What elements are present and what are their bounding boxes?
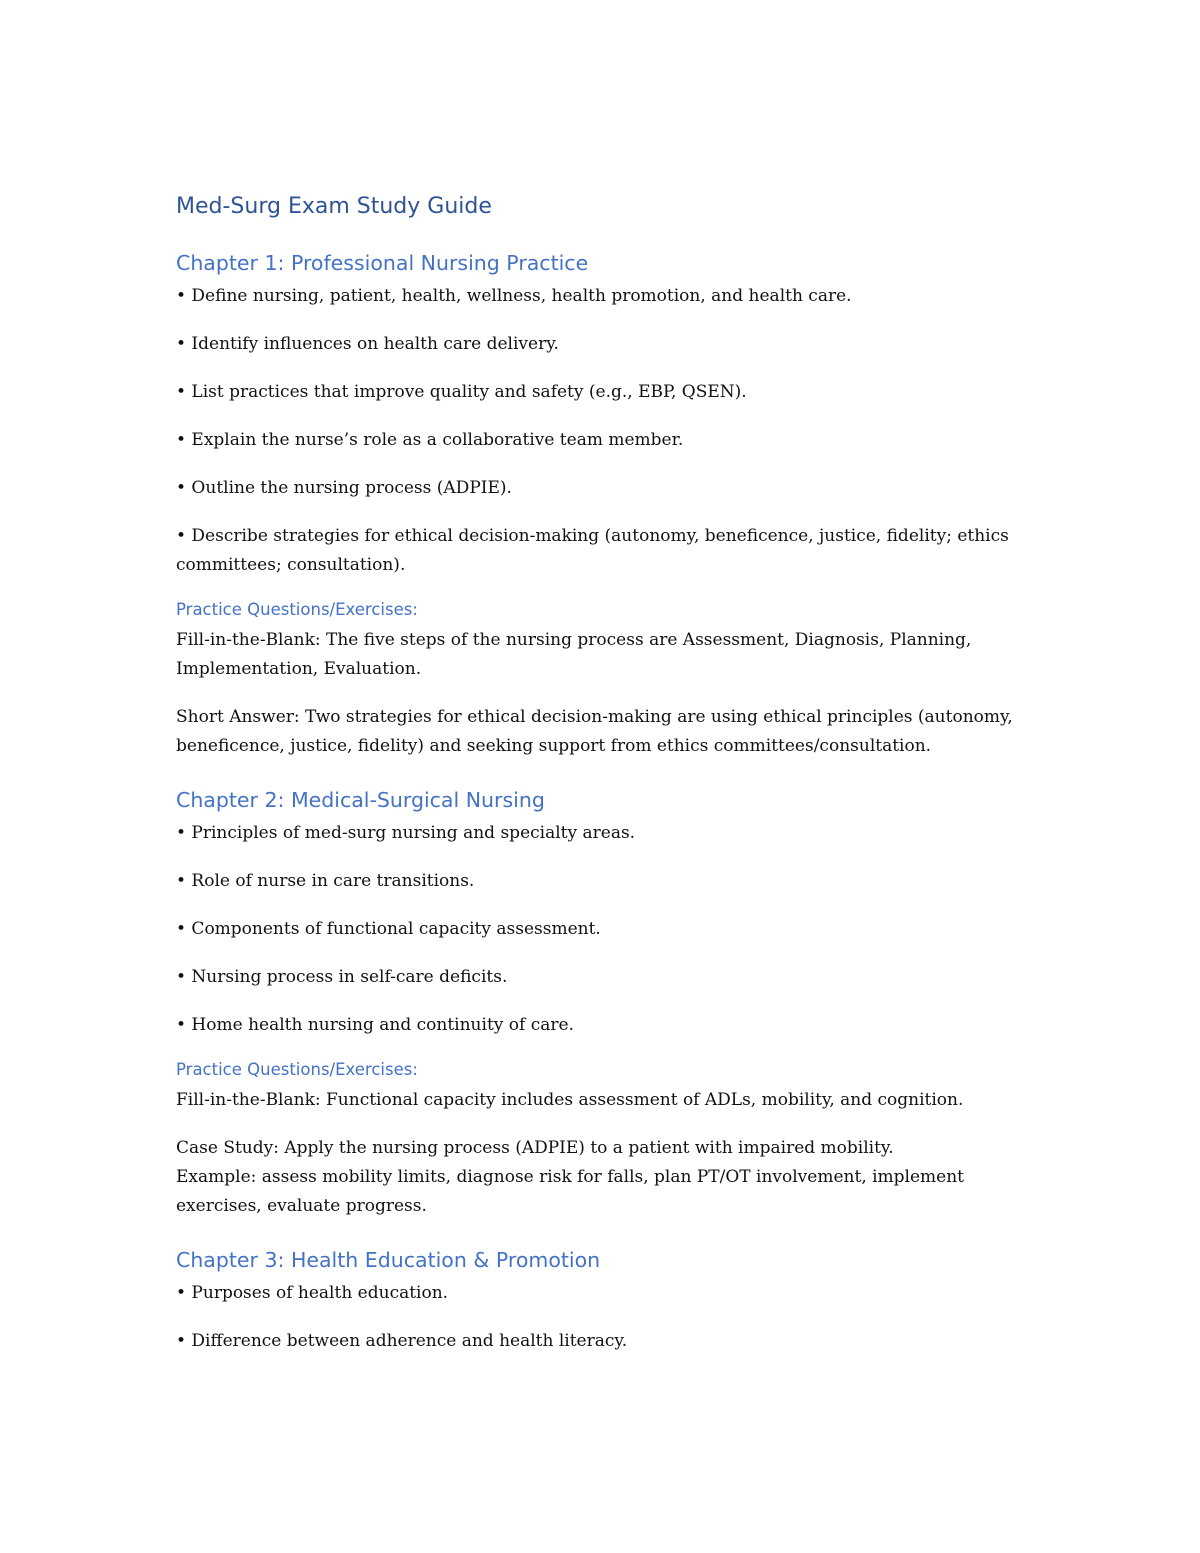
chapter-3-heading: Chapter 3: Health Education & Promotion: [176, 1248, 601, 1272]
bullet-item: • Identify influences on health care delivery.: [176, 334, 559, 354]
practice-item: Case Study: Apply the nursing process (ADPIE) to a patient with impaired mobility. Example: assess mobility limits, diagnose risk for falls, plan PT/OT involvement, implement exercises, evaluate progress.: [176, 1138, 965, 1216]
practice-item: Fill-in-the-Blank: The five steps of the nursing process are Assessment, Diagnosis, Planning, Implementation, Evaluation.: [176, 630, 972, 679]
practice-item: Short Answer: Two strategies for ethical decision-making are using ethical principles (autonomy, beneficence, justice, fidelity) and seeking support from ethics committees/consultation.: [176, 707, 1013, 756]
practice-heading: Practice Questions/Exercises:: [176, 1060, 418, 1079]
bullet-item: • Outline the nursing process (ADPIE).: [176, 478, 512, 498]
document-title: Med-Surg Exam Study Guide: [176, 194, 492, 219]
practice-item: Fill-in-the-Blank: Functional capacity includes assessment of ADLs, mobility, and cognition.: [176, 1090, 964, 1110]
bullet-item: • List practices that improve quality and safety (e.g., EBP, QSEN).: [176, 382, 747, 402]
bullet-item: • Home health nursing and continuity of care.: [176, 1015, 574, 1035]
chapter-2-section: [176, 785, 1036, 1221]
bullet-item: • Principles of med-surg nursing and specialty areas.: [176, 823, 636, 843]
bullet-item: • Components of functional capacity assessment.: [176, 919, 601, 939]
bullet-item: • Nursing process in self-care deficits.: [176, 967, 508, 987]
chapter-3-section: [176, 1245, 1036, 1356]
practice-heading: Practice Questions/Exercises:: [176, 600, 418, 619]
chapter-1-heading: Chapter 1: Professional Nursing Practice: [176, 251, 589, 275]
bullet-item: • Define nursing, patient, health, wellness, health promotion, and health care.: [176, 286, 852, 306]
bullet-item: • Difference between adherence and health literacy.: [176, 1331, 628, 1351]
chapter-1-section: [176, 248, 1036, 761]
chapter-2-heading: Chapter 2: Medical-Surgical Nursing: [176, 788, 545, 812]
bullet-item: • Role of nurse in care transitions.: [176, 871, 475, 891]
bullet-item: • Explain the nurse’s role as a collaborative team member.: [176, 430, 684, 450]
bullet-item: • Describe strategies for ethical decision-making (autonomy, beneficence, justice, fidelity; ethics committees; consultation).: [176, 526, 1009, 575]
bullet-item: • Purposes of health education.: [176, 1283, 449, 1303]
document-body: [176, 190, 1036, 1375]
